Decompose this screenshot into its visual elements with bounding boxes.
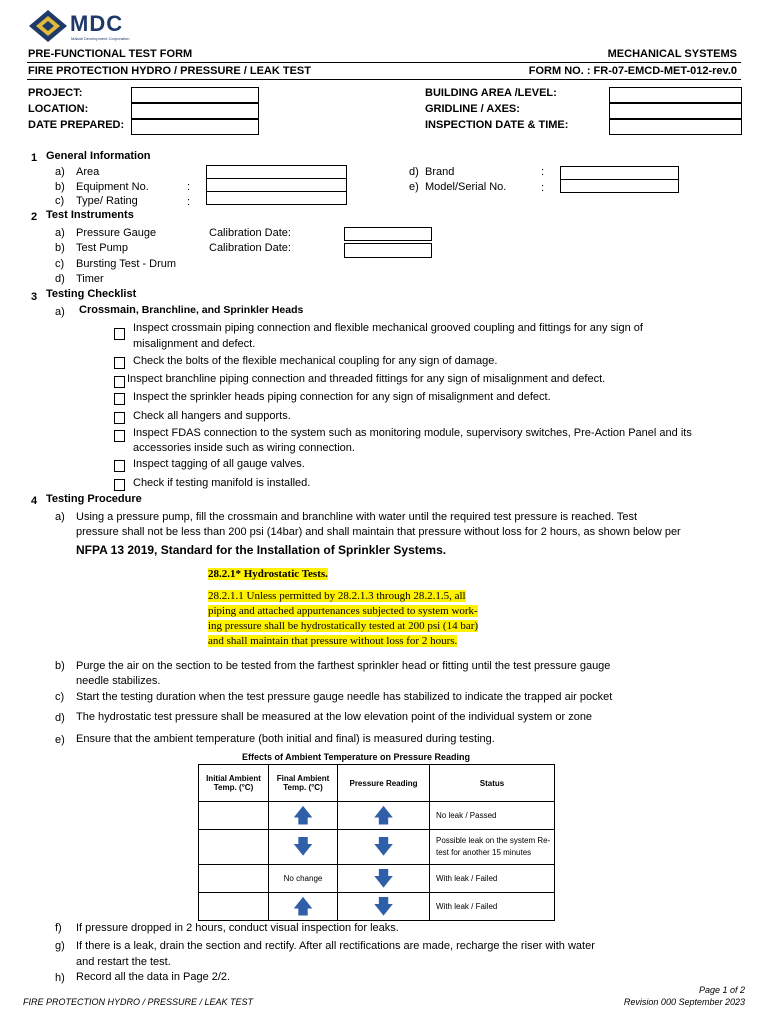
section-2-title: Test Instruments xyxy=(46,209,134,221)
procedure-text: Start the testing duration when the test pressure gauge needle has stabilized to indicate the trapped air pocket xyxy=(76,691,613,703)
table-cell: Possible leak on the system Re-test for another 15 minutes xyxy=(430,830,555,865)
procedure-text: The hydrostatic test pressure shall be measured at the low elevation point of the individual system or zone xyxy=(76,711,593,723)
standard-excerpt xyxy=(208,589,526,649)
table-header-row xyxy=(199,765,555,802)
table-cell xyxy=(269,893,338,921)
project-field[interactable] xyxy=(131,87,259,103)
area-field[interactable] xyxy=(206,165,347,179)
checkbox[interactable] xyxy=(114,479,125,491)
section-4-number: 4 xyxy=(31,495,38,507)
procedure-text: Record all the data in Page 2/2. xyxy=(76,971,231,983)
checklist-item-text: accessories inside such as wiring connection. xyxy=(133,442,355,454)
down-arrow-icon: 🡇 xyxy=(373,895,394,918)
procedure-letter: b) xyxy=(55,660,65,672)
checkbox[interactable] xyxy=(114,430,125,442)
checkbox[interactable] xyxy=(114,460,125,472)
brand-field[interactable] xyxy=(560,166,679,180)
project-label: PROJECT: xyxy=(28,87,83,99)
company-logo xyxy=(28,9,138,43)
test-pump-calibration-field[interactable] xyxy=(344,243,432,258)
procedure-text: Purge the air on the section to be tested from the farthest sprinkler head or fitting until the test pressure gauge xyxy=(76,660,611,672)
instrument-label: Timer xyxy=(76,273,104,285)
ambient-table-title: Effects of Ambient Temperature on Pressure Reading xyxy=(242,752,471,762)
procedure-letter: c) xyxy=(55,691,65,703)
procedure-letter: g) xyxy=(55,940,65,952)
procedure-letter: e) xyxy=(55,734,65,746)
table-cell xyxy=(199,865,269,893)
instrument-letter: a) xyxy=(55,227,65,239)
instrument-letter: b) xyxy=(55,242,65,254)
table-header-cell: Final Ambient Temp. (°C) xyxy=(269,765,338,802)
checklist-sub-letter: a) xyxy=(55,306,65,318)
table-cell: No change xyxy=(269,865,338,893)
standard-excerpt-line xyxy=(208,619,526,634)
procedure-text: If pressure dropped in 2 hours, conduct visual inspection for leaks. xyxy=(76,922,399,934)
down-arrow-icon: 🡇 xyxy=(373,867,394,890)
section-2-number: 2 xyxy=(31,211,38,223)
procedure-text: pressure shall not be less than 200 psi (14bar) and shall maintain that pressure without loss for 2 hours, as shown below per xyxy=(76,526,681,538)
standard-line: ing pressure shall be hydrostatically tested at 200 psi (14 bar) xyxy=(208,620,479,632)
inspection-date-label: INSPECTION DATE & TIME: xyxy=(425,119,569,131)
general-info-item-label: Brand xyxy=(425,166,455,178)
instrument-letter: c) xyxy=(55,258,65,270)
checklist-item-text: Inspect branchline piping connection and threaded fittings for any sign of misalignment and defect. xyxy=(127,373,606,385)
section-3-number: 3 xyxy=(31,291,38,303)
location-label: LOCATION: xyxy=(28,103,89,115)
instrument-label: Pressure Gauge xyxy=(76,227,157,239)
checklist-item-text: Inspect tagging of all gauge valves. xyxy=(133,458,305,470)
checkbox[interactable] xyxy=(114,376,125,388)
pressure-gauge-calibration-field[interactable] xyxy=(344,227,432,241)
procedure-text: Ensure that the ambient temperature (both initial and final) is measured during testing. xyxy=(76,733,495,745)
table-cell xyxy=(338,893,430,921)
general-info-colon: : xyxy=(187,181,191,193)
up-arrow-icon: 🡅 xyxy=(373,804,394,827)
general-info-item-label: Area xyxy=(76,166,100,178)
date-prepared-label: DATE PREPARED: xyxy=(28,119,125,131)
logo-emblem-icon xyxy=(28,9,68,43)
table-header-cell: Initial Ambient Temp. (°C) xyxy=(199,765,269,802)
standard-heading xyxy=(208,567,328,582)
type-rating-field[interactable] xyxy=(206,191,347,205)
table-row xyxy=(199,865,555,893)
instrument-label: Test Pump xyxy=(76,242,128,254)
table-row xyxy=(199,802,555,830)
checklist-item-text: Check if testing manifold is installed. xyxy=(133,477,311,489)
general-info-colon: : xyxy=(541,182,545,194)
table-cell: No leak / Passed xyxy=(430,802,555,830)
table-header-cell: Pressure Reading xyxy=(338,765,430,802)
header-rule-2 xyxy=(27,79,741,80)
checklist-item-text: Inspect FDAS connection to the system such as monitoring module, supervisory switches, Pre-Action Panel and its xyxy=(133,427,692,439)
up-arrow-icon: 🡅 xyxy=(292,804,314,827)
table-cell xyxy=(338,802,430,830)
section-4-title: Testing Procedure xyxy=(46,493,142,505)
table-row xyxy=(199,830,555,865)
table-cell xyxy=(338,830,430,865)
calibration-label: Calibration Date: xyxy=(209,242,291,254)
footer-page-number: Page 1 of 2 xyxy=(698,985,745,995)
footer-document-title: FIRE PROTECTION HYDRO / PRESSURE / LEAK TEST xyxy=(23,997,254,1007)
checklist-item-text: Check all hangers and supports. xyxy=(133,410,291,422)
form-title: PRE-FUNCTIONAL TEST FORM xyxy=(28,48,193,60)
location-field[interactable] xyxy=(131,103,259,119)
calibration-label: Calibration Date: xyxy=(209,227,291,239)
procedure-letter: d) xyxy=(55,712,65,724)
section-1-number: 1 xyxy=(31,152,38,164)
procedure-letter: h) xyxy=(55,972,65,984)
table-header-cell: Status xyxy=(430,765,555,802)
instrument-letter: d) xyxy=(55,273,65,285)
general-info-colon: : xyxy=(187,196,191,208)
building-area-field[interactable] xyxy=(609,87,742,103)
down-arrow-icon: 🡇 xyxy=(373,836,394,858)
checklist-sub-title-part1: Crossmain xyxy=(79,304,136,316)
gridline-field[interactable] xyxy=(609,103,742,119)
standard-excerpt-line xyxy=(208,589,526,604)
table-row xyxy=(199,893,555,921)
date-prepared-field[interactable] xyxy=(131,119,259,135)
general-info-item-letter: d) xyxy=(409,166,419,178)
checkbox[interactable] xyxy=(114,328,125,340)
nfpa-reference: NFPA 13 2019, Standard for the Installation of Sprinkler Systems. xyxy=(76,543,447,557)
ambient-temperature-table xyxy=(198,764,555,921)
section-1-title: General Information xyxy=(46,150,151,162)
table-cell xyxy=(199,893,269,921)
general-info-colon: : xyxy=(541,166,545,178)
general-info-item-letter: b) xyxy=(55,181,65,193)
inspection-date-field[interactable] xyxy=(609,119,742,135)
table-cell xyxy=(199,830,269,865)
standard-excerpt-line xyxy=(208,634,526,649)
gridline-label: GRIDLINE / AXES: xyxy=(425,103,520,115)
table-cell: With leak / Failed xyxy=(430,865,555,893)
procedure-letter: f) xyxy=(55,922,62,934)
header-rule-1 xyxy=(27,62,741,63)
standard-excerpt-line xyxy=(208,604,526,619)
form-number: FORM NO. : FR-07-EMCD-MET-012-rev.0 xyxy=(528,65,737,77)
footer-revision: Revision 000 September 2023 xyxy=(623,997,745,1007)
instrument-label: Bursting Test - Drum xyxy=(76,258,177,270)
table-cell: With leak / Failed xyxy=(430,893,555,921)
standard-line: and shall maintain that pressure without loss for 2 hours. xyxy=(208,635,458,647)
checklist-item-text: Inspect the sprinkler heads piping connection for any sign of misalignment and defect. xyxy=(133,391,551,403)
section-3-title: Testing Checklist xyxy=(46,288,137,300)
checkbox[interactable] xyxy=(114,393,125,405)
general-info-item-label: Equipment No. xyxy=(76,181,149,193)
standard-line: piping and attached appurtenances subjected to system work- xyxy=(208,605,478,617)
general-info-item-label: Type/ Rating xyxy=(76,195,138,207)
procedure-text: Using a pressure pump, fill the crossmain and branchline with water until the required test pressure is reached. Test xyxy=(76,511,638,523)
general-info-item-letter: c) xyxy=(55,195,65,207)
checklist-sub-title-part2: , Branchline, and Sprinkler Heads xyxy=(135,304,304,316)
table-cell xyxy=(269,830,338,865)
model-serial-field[interactable] xyxy=(560,179,679,193)
general-info-item-letter: e) xyxy=(409,181,419,193)
down-arrow-icon: 🡇 xyxy=(292,836,314,858)
checklist-item-text: Inspect crossmain piping connection and flexible mechanical grooved coupling and fittings for any sign of xyxy=(133,322,643,334)
checklist-item-text: misalignment and defect. xyxy=(133,338,256,350)
checkbox[interactable] xyxy=(114,357,125,369)
procedure-letter: a) xyxy=(55,511,65,523)
checklist-item-text: Check the bolts of the flexible mechanical coupling for any sign of damage. xyxy=(133,355,498,367)
standard-heading-text: 28.2.1* Hydrostatic Tests. xyxy=(208,568,328,580)
table-cell xyxy=(199,802,269,830)
up-arrow-icon: 🡅 xyxy=(292,895,314,918)
checkbox[interactable] xyxy=(114,412,125,424)
procedure-text: If there is a leak, drain the section and rectify. After all rectifications are made, recharge the riser with water xyxy=(76,940,595,952)
table-cell xyxy=(269,802,338,830)
logo-text: MDC xyxy=(70,11,124,36)
logo-subtext: Makati Development Corporation xyxy=(71,36,130,41)
procedure-text: needle stabilizes. xyxy=(76,675,161,687)
procedure-text: and restart the test. xyxy=(76,956,171,968)
equipment-no-field[interactable] xyxy=(206,178,347,192)
checklist-sub-title xyxy=(79,304,303,316)
building-area-label: BUILDING AREA /LEVEL: xyxy=(425,87,557,99)
general-info-item-letter: a) xyxy=(55,166,65,178)
category-label: MECHANICAL SYSTEMS xyxy=(607,48,737,60)
standard-line: 28.2.1.1 Unless permitted by 28.2.1.3 through 28.2.1.5, all xyxy=(208,590,466,602)
general-info-item-label: Model/Serial No. xyxy=(425,181,507,193)
table-cell xyxy=(338,865,430,893)
test-title: FIRE PROTECTION HYDRO / PRESSURE / LEAK TEST xyxy=(28,65,311,77)
